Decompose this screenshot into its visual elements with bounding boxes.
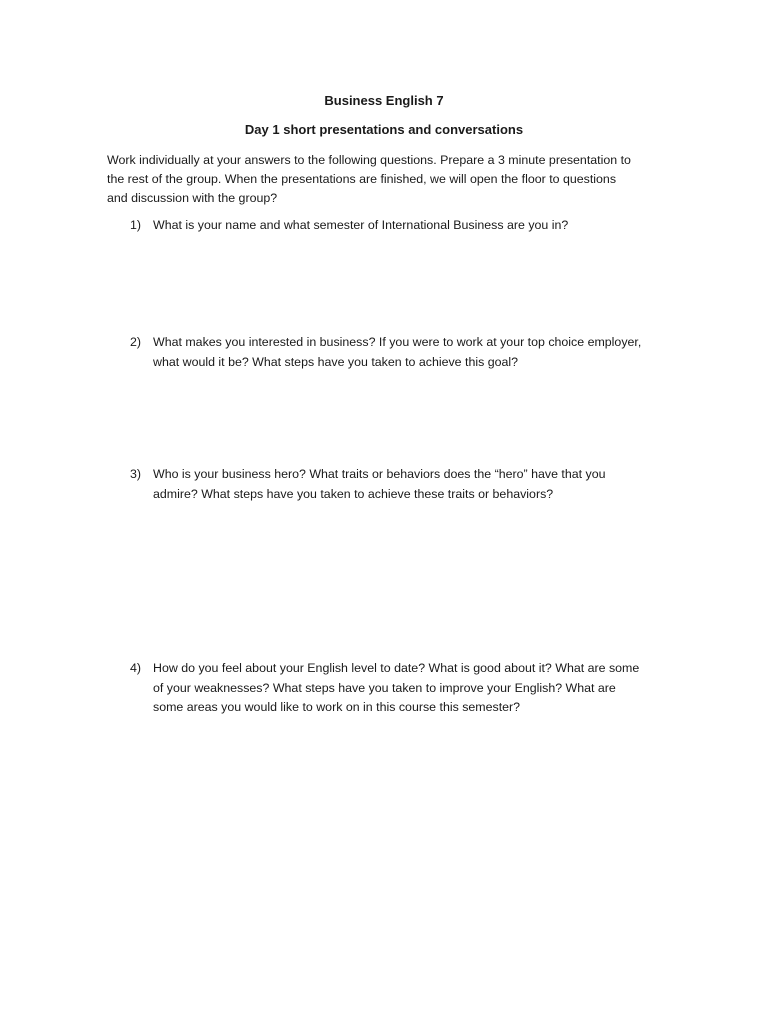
question-number: 1) xyxy=(130,218,142,232)
question-text xyxy=(153,333,670,372)
question-3 xyxy=(130,465,670,504)
intro-line: the rest of the group. When the presentations are finished, we will open the floor to questions xyxy=(107,172,617,186)
question-line: of your weaknesses? What steps have you taken to improve your English? What are xyxy=(153,680,616,695)
question-number: 2) xyxy=(130,335,142,349)
question-line: admire? What steps have you taken to achieve these traits or behaviors? xyxy=(153,486,554,501)
question-line: Who is your business hero? What traits or behaviors does the “hero” have that you xyxy=(153,467,606,481)
intro-paragraph xyxy=(107,151,667,208)
question-line: what would it be? What steps have you taken to achieve this goal? xyxy=(153,354,519,369)
intro-line: Work individually at your answers to the following questions. Prepare a 3 minute presentation to xyxy=(107,153,631,167)
question-2 xyxy=(130,333,670,372)
question-4 xyxy=(130,659,670,718)
question-text xyxy=(153,659,670,718)
question-text xyxy=(153,216,670,236)
document-title: Business English 7 xyxy=(324,93,444,108)
question-line: What makes you interested in business? If you were to work at your top choice employer, xyxy=(153,335,642,349)
question-line: What is your name and what semester of International Business are you in? xyxy=(153,218,569,232)
question-number: 4) xyxy=(130,661,142,675)
question-text xyxy=(153,465,670,504)
question-1 xyxy=(130,216,670,236)
question-line: How do you feel about your English level to date? What is good about it? What are some xyxy=(153,661,640,675)
intro-line: and discussion with the group? xyxy=(107,191,278,205)
question-line: some areas you would like to work on in this course this semester? xyxy=(153,700,521,714)
document-subtitle: Day 1 short presentations and conversations xyxy=(244,122,524,137)
question-number: 3) xyxy=(130,467,142,481)
